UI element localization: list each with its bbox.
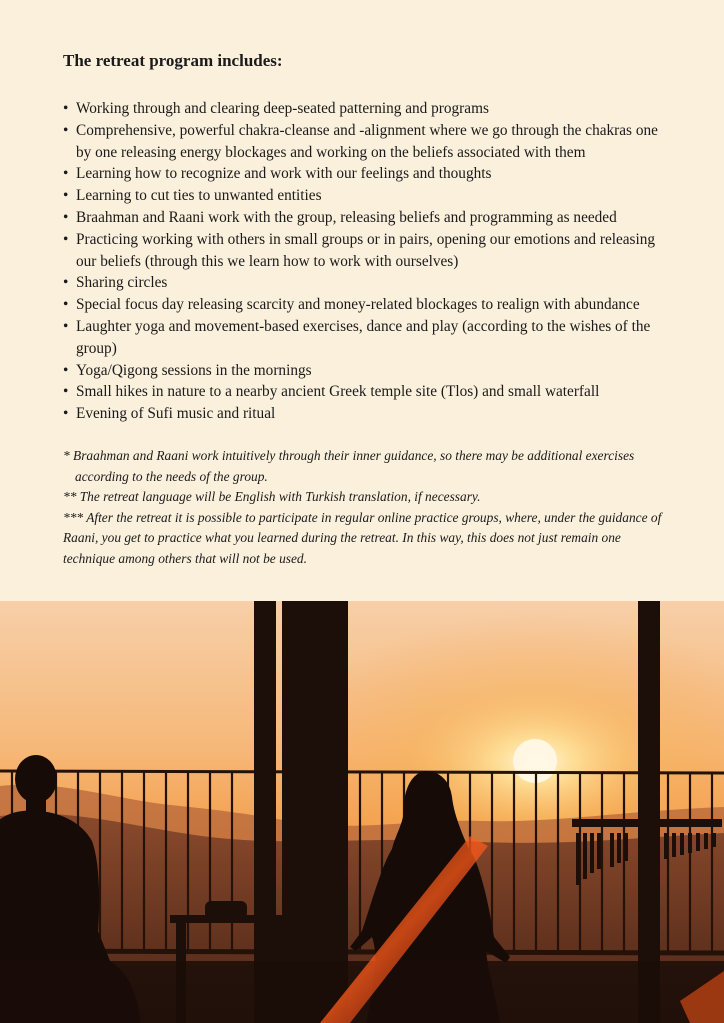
window-pillar-center (282, 601, 348, 1023)
bullet-icon: • (63, 121, 69, 139)
bullet-icon: • (63, 208, 69, 226)
list-item: • Laughter yoga and movement-based exercises, dance and play (according to the wishes of the group) (63, 317, 651, 357)
bullet-icon: • (63, 296, 69, 314)
bullet-icon: • (63, 274, 69, 292)
list-item: • Braahman and Raani work with the group, releasing beliefs and programming as needed (63, 207, 663, 229)
sunset-scene (0, 601, 724, 1023)
footnote-language: ** The retreat language will be English with Turkish translation, if necessary. (63, 489, 481, 505)
list-item: • Learning to cut ties to unwanted entities (63, 185, 663, 207)
list-item: • Comprehensive, powerful chakra-cleanse and -alignment where we go through the chakras one by one releasing energy blockages and working on the beliefs associated with them (63, 121, 658, 161)
list-item: • Small hikes in nature to a nearby ancient Greek temple site (Tlos) and small waterfall (63, 381, 663, 403)
list-item: • Yoga/Qigong sessions in the mornings (63, 360, 663, 382)
window-pillar-right (638, 601, 660, 1023)
list-item: • Sharing circles (63, 272, 663, 294)
bullet-icon: • (63, 361, 69, 379)
program-heading: The retreat program includes: (63, 51, 283, 70)
list-item: • Practicing working with others in small groups or in pairs, opening our emotions and releasing our beliefs (through this we learn how to work with ourselves) (63, 230, 656, 270)
window-pillar-left (254, 601, 276, 1023)
footnotes (63, 446, 663, 570)
bullet-icon: • (63, 405, 69, 423)
bullet-icon: • (63, 100, 69, 117)
bullet-icon: • (63, 187, 69, 205)
footnote-online-groups: *** After the retreat it is possible to participate in regular online practice groups, where, under the guidance of Raani, you get to practice what you learned during the retreat. In this way, this does not just remain one technique among others that will not be used. (63, 509, 662, 566)
list-item: • Working through and clearing deep-seated patterning and programs (63, 98, 663, 120)
program-list (63, 98, 663, 425)
list-item: • Learning how to recognize and work with our feelings and thoughts (63, 163, 663, 185)
bullet-icon: • (63, 317, 69, 335)
bullet-icon: • (63, 383, 69, 401)
bullet-icon: • (63, 230, 69, 248)
footnote-intuitive-guidance: * Braahman and Raani work intuitively through their inner guidance, so there may be additional exercises according to the needs of the group. (63, 447, 635, 484)
program-text-block (63, 50, 663, 570)
list-item: • Evening of Sufi music and ritual (63, 403, 663, 425)
sunset-meditation-photo (0, 601, 724, 1023)
bullet-icon: • (63, 165, 69, 183)
list-item: • Special focus day releasing scarcity and money-related blockages to realign with abundance (63, 294, 663, 316)
